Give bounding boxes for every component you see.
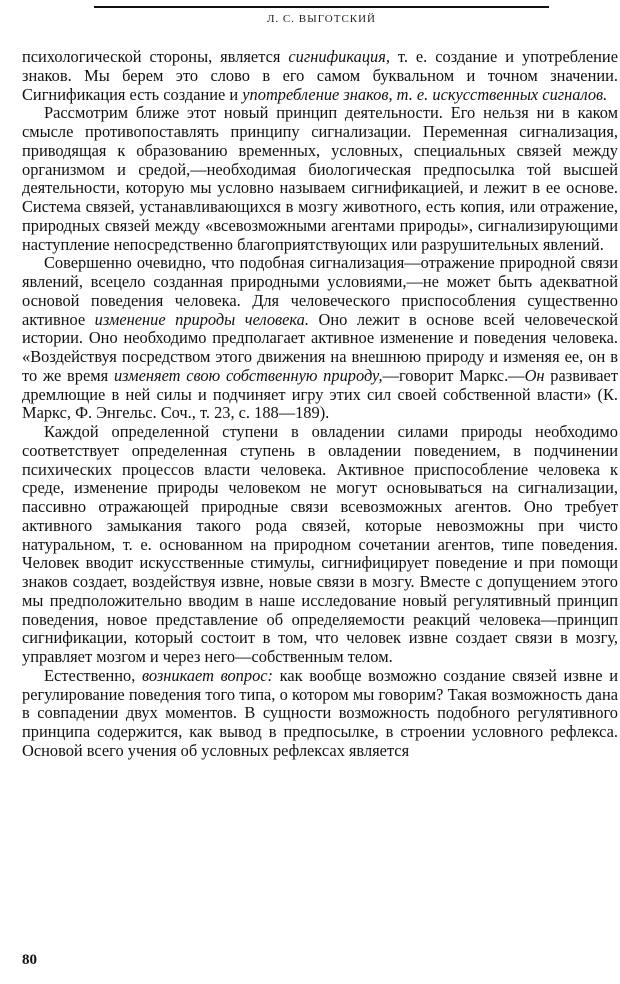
paragraph-3-part-a: Совершенно очевидно, что подобная сигнализация—отражение природной связи явлений, всецело созданная природными условиями,—не может быть адекватной основой поведения человека. Для человеческого приспособления существенно активное	[22, 253, 618, 329]
paragraph-5-part-a: Естественно,	[44, 665, 142, 685]
book-page	[22, 0, 618, 984]
paragraph-4: Каждой определенной ступени в овладении силами природы необходимо соответствует определенная ступень в овладении поведением, в подчинении психических процессов власти человека. Активное приспособление человека к среде, изменение природы человеком не могут основываться на сигнализации, пассивно отражающей природные связи всевозможных агентов. Оно требует активного замыкания такого рода связей, которые невозможны при чисто натуральном, т. е. основанном на природном сочетании агентов, типе поведения. Человек вводит искусственные стимулы, сигнифицирует поведение и при помощи знаков создает, воздействуя извне, новые связи в мозгу. Вместе с допущением этого мы предположительно вводим в наше исследование новый регулятивный принцип поведения, новое представление об определяемости реакций человека—принцип сигнификации, который состоит в том, что человек извне создает связи в мозгу, управляет мозгом и через него—собственным телом.	[22, 422, 618, 666]
paragraph-3-part-c: Оно лежит в основе всей человеческой истории. Оно необходимо предполагает активное изменение и поведения человека. «Воздействуя посредством этого движения на внешнюю природу и изменяя ее, он в то же время	[22, 309, 618, 385]
paragraph-1-part-a: психологической стороны, является	[22, 47, 289, 66]
body-text	[22, 48, 618, 761]
paragraph-5	[22, 667, 618, 761]
paragraph-3	[22, 254, 618, 423]
paragraph-1	[22, 48, 618, 104]
paragraph-1-italic-d: употребление знаков, т. е. искусственных сигналов.	[242, 84, 608, 104]
page-number: 80	[22, 952, 37, 968]
running-title: Л. С. ВЫГОТСКИЙ	[266, 13, 377, 25]
paragraph-3-italic-d: изменяет свою собственную природу,	[113, 365, 383, 385]
paragraph-3-italic-b: изменение природы человека.	[94, 309, 309, 329]
paragraph-5-part-c: как вообще возможно создание связей извне и регулирование поведения того типа, о котором мы говорим? Такая возможность дана в совпадении двух моментов. В сущности возможность подобного регулятивного принципа содержится, как вывод в предпосылке, в строении условного рефлекса. Основой всего учения об условных рефлексах является	[22, 665, 618, 760]
running-header	[94, 6, 549, 25]
paragraph-5-italic-b: возникает вопрос:	[141, 665, 273, 685]
paragraph-1-part-c: т. е. создание и употребление знаков. Мы берем это слово в его самом буквальном и точном значении. Сигнификация есть создание и	[22, 47, 618, 104]
paragraph-3-italic-f: Он	[524, 365, 545, 385]
paragraph-1-italic-b: сигнификация,	[288, 47, 390, 66]
paragraph-2: Рассмотрим ближе этот новый принцип деятельности. Его нельзя ни в каком смысле противопоставлять принципу сигнализации. Переменная сигнализация, приводящая к образованию временных, условных, специальных связей между организмом и средой,—необходимая биологическая предпосылка той высшей деятельности, которую мы условно называем сигнификацией, и лежит в ее основе. Система связей, устанавливающихся в мозгу животного, есть копия, или отражение, природных связей между «всевозможными агентами природы», сигнализирующими наступление непосредственно благоприятствующих или разрушительных явлений.	[22, 103, 618, 254]
paragraph-3-part-g: развивает дремлющие в ней силы и подчиняет игру этих сил своей собственной власти» (К. Маркс, Ф. Энгельс. Соч., т. 23, с. 188—189).	[22, 365, 618, 423]
paragraph-3-part-e: —говорит Маркс.—	[382, 365, 525, 385]
